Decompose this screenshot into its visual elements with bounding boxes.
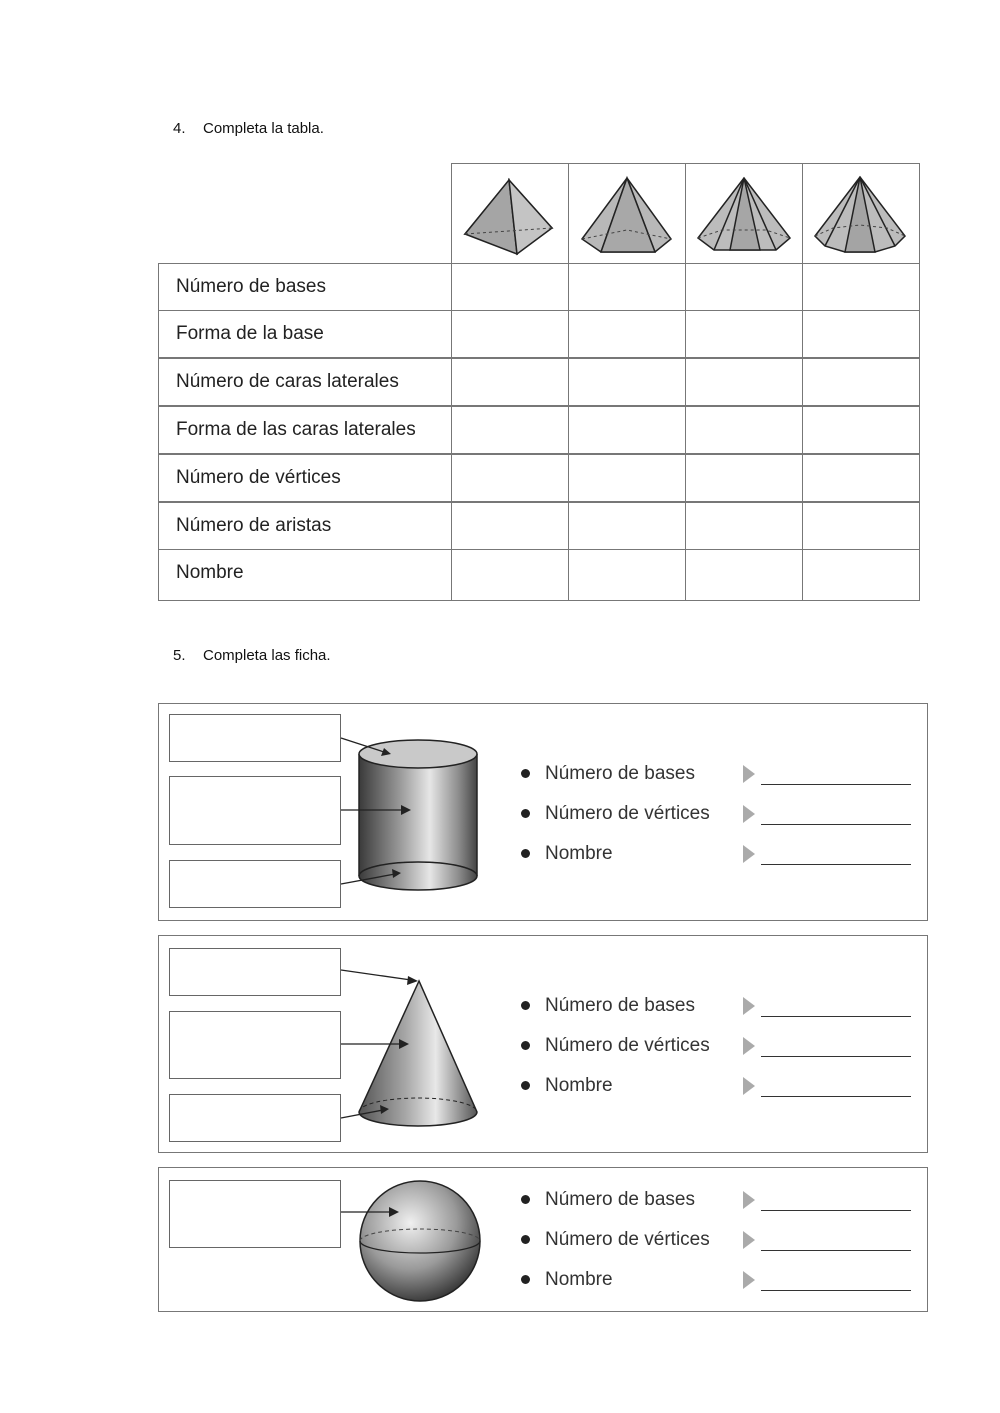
answer-line[interactable] [761, 1056, 911, 1057]
answer-line[interactable] [761, 1096, 911, 1097]
answer-line[interactable] [761, 1210, 911, 1211]
answer-cell[interactable] [802, 406, 920, 454]
fact-label: Nombre [545, 1075, 613, 1096]
fact-label: Número de bases [545, 763, 695, 784]
facts-list [521, 992, 921, 1112]
cylinder-icon [159, 704, 499, 922]
polyhedra-table [158, 163, 920, 601]
exercise-5-title [173, 647, 331, 664]
answer-cell[interactable] [802, 454, 920, 502]
answer-cell[interactable] [568, 310, 686, 358]
exercise-4-title [173, 120, 324, 137]
answer-cell[interactable] [685, 502, 803, 550]
answer-cell[interactable] [451, 358, 569, 406]
answer-cell[interactable] [451, 549, 569, 601]
facts-list [521, 1186, 921, 1306]
answer-cell[interactable] [451, 263, 569, 311]
bullet-icon [521, 769, 530, 778]
answer-line[interactable] [761, 784, 911, 785]
fact-label: Nombre [545, 843, 613, 864]
bullet-icon [521, 849, 530, 858]
answer-line[interactable] [761, 1250, 911, 1251]
answer-cell[interactable] [802, 310, 920, 358]
triangle-arrow-icon [743, 765, 755, 783]
row-label-numero-caras: Número de caras laterales [158, 358, 452, 406]
card-cone [158, 935, 928, 1153]
row-label-numero-bases: Número de bases [158, 263, 452, 311]
answer-cell[interactable] [685, 263, 803, 311]
triangle-arrow-icon [743, 805, 755, 823]
row-label-forma-caras: Forma de las caras laterales [158, 406, 452, 454]
answer-cell[interactable] [685, 358, 803, 406]
cone-icon [159, 936, 499, 1154]
fact-item [521, 800, 921, 840]
answer-line[interactable] [761, 864, 911, 865]
fact-item [521, 1226, 921, 1266]
answer-cell[interactable] [451, 502, 569, 550]
bullet-icon [521, 1081, 530, 1090]
answer-cell[interactable] [568, 358, 686, 406]
fact-item [521, 1072, 921, 1112]
fact-item [521, 1032, 921, 1072]
answer-cell[interactable] [685, 406, 803, 454]
answer-cell[interactable] [568, 549, 686, 601]
answer-line[interactable] [761, 1290, 911, 1291]
table-header-cell [451, 163, 569, 264]
bullet-icon [521, 1041, 530, 1050]
sphere-icon [159, 1168, 499, 1313]
answer-cell[interactable] [568, 263, 686, 311]
fact-label: Nombre [545, 1269, 613, 1290]
exercise-instruction: Completa las ficha. [203, 647, 331, 664]
triangle-arrow-icon [743, 1191, 755, 1209]
answer-cell[interactable] [568, 454, 686, 502]
answer-cell[interactable] [685, 549, 803, 601]
exercise-number: 4. [173, 120, 186, 137]
answer-cell[interactable] [451, 406, 569, 454]
triangle-arrow-icon [743, 997, 755, 1015]
answer-line[interactable] [761, 824, 911, 825]
table-header-cell [802, 163, 920, 264]
fact-label: Número de vértices [545, 803, 710, 824]
triangle-arrow-icon [743, 1037, 755, 1055]
fact-label: Número de bases [545, 995, 695, 1016]
answer-cell[interactable] [802, 502, 920, 550]
card-cylinder [158, 703, 928, 921]
fact-item [521, 840, 921, 880]
row-label-numero-aristas: Número de aristas [158, 502, 452, 550]
answer-cell[interactable] [685, 310, 803, 358]
answer-cell[interactable] [802, 263, 920, 311]
answer-cell[interactable] [451, 310, 569, 358]
answer-line[interactable] [761, 1016, 911, 1017]
answer-cell[interactable] [451, 454, 569, 502]
bullet-icon [521, 1195, 530, 1204]
fact-label: Número de vértices [545, 1229, 710, 1250]
fact-item [521, 1186, 921, 1226]
answer-cell[interactable] [568, 406, 686, 454]
pentagonal-pyramid-icon [569, 164, 687, 265]
triangle-arrow-icon [743, 1231, 755, 1249]
fact-label: Número de vértices [545, 1035, 710, 1056]
row-label-numero-vertices: Número de vértices [158, 454, 452, 502]
table-header-cell [685, 163, 803, 264]
square-pyramid-icon [452, 164, 570, 265]
bullet-icon [521, 1235, 530, 1244]
exercise-number: 5. [173, 647, 186, 664]
triangle-arrow-icon [743, 845, 755, 863]
bullet-icon [521, 1275, 530, 1284]
fact-label: Número de bases [545, 1189, 695, 1210]
table-header-cell [568, 163, 686, 264]
answer-cell[interactable] [685, 454, 803, 502]
fact-item [521, 760, 921, 800]
exercise-instruction: Completa la tabla. [203, 120, 324, 137]
facts-list [521, 760, 921, 880]
fact-item [521, 992, 921, 1032]
fact-item [521, 1266, 921, 1306]
answer-cell[interactable] [568, 502, 686, 550]
triangle-arrow-icon [743, 1271, 755, 1289]
answer-cell[interactable] [802, 358, 920, 406]
triangle-arrow-icon [743, 1077, 755, 1095]
octagonal-pyramid-icon [803, 164, 921, 265]
row-label-nombre: Nombre [158, 549, 452, 601]
row-label-forma-base: Forma de la base [158, 310, 452, 358]
answer-cell[interactable] [802, 549, 920, 601]
card-sphere [158, 1167, 928, 1312]
bullet-icon [521, 809, 530, 818]
hexagonal-pyramid-icon [686, 164, 804, 265]
bullet-icon [521, 1001, 530, 1010]
